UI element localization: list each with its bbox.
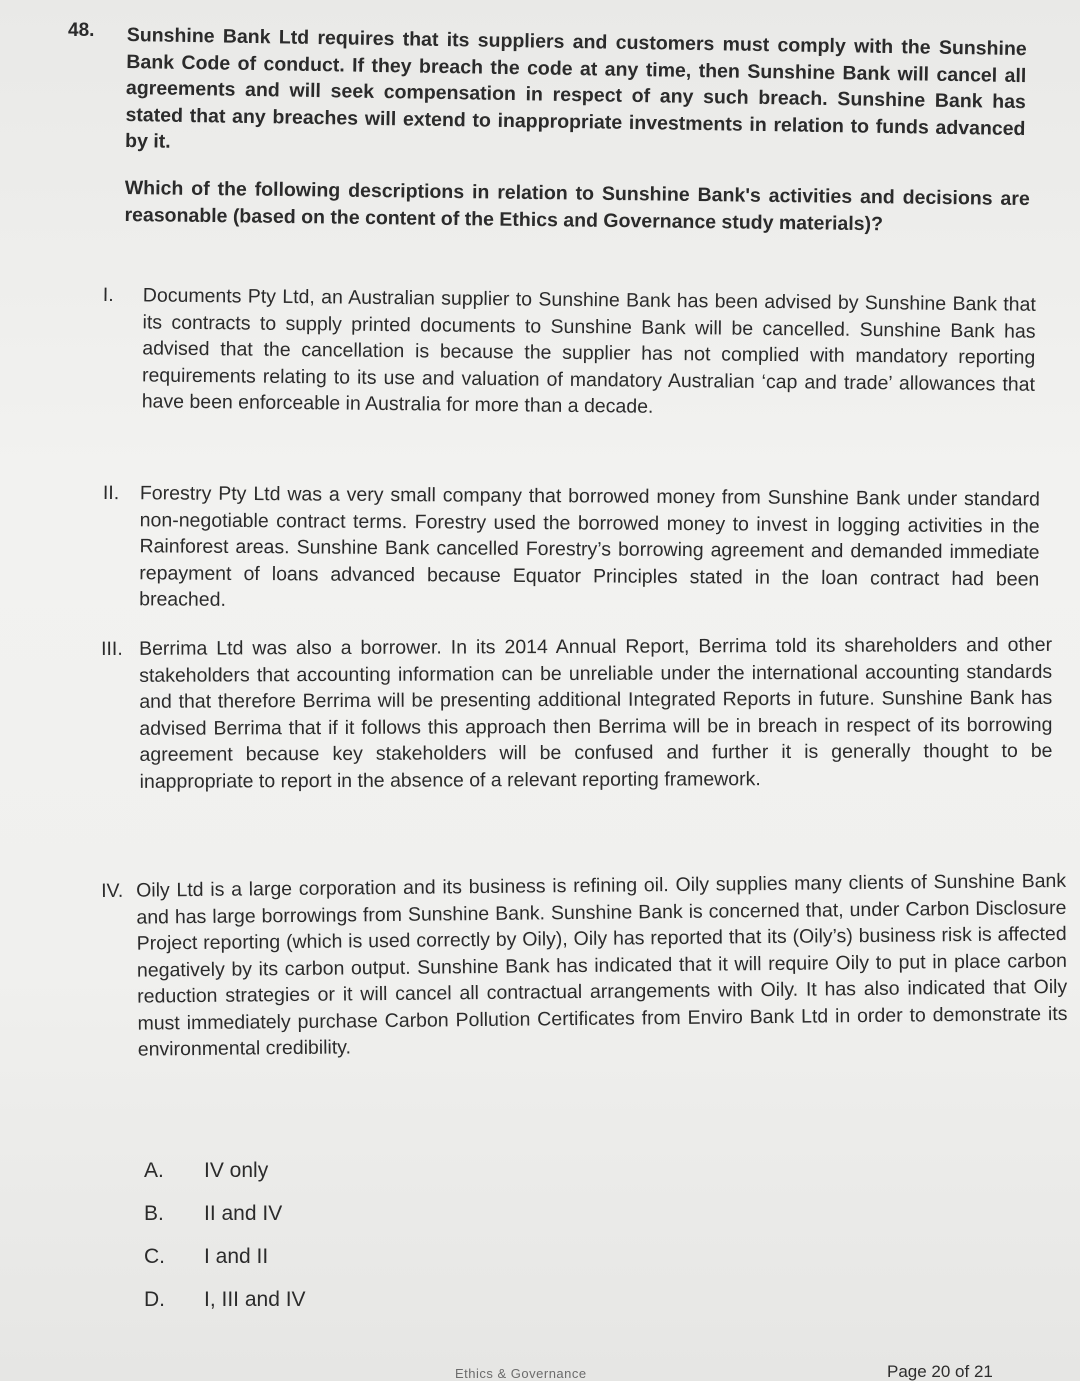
question-stem: Sunshine Bank Ltd requires that its suppliers and customers must comply with the Sunshine Bank Code of conduct. If they breach the code at any time, then Sunshine Bank will cancel all agreements and will seek compensation in respect of any such breach. Sunshine Bank has stated that any breaches will extend to inappropriate investments in relation to funds advanced by it.	[124, 23, 1027, 153]
option-c	[144, 1243, 444, 1286]
option-letter: C.	[144, 1245, 165, 1268]
option-a	[144, 1157, 444, 1200]
statement-numeral: IV.	[101, 879, 124, 902]
statement-text: Forestry Pty Ltd was a very small company that borrowed money from Sunshine Bank under standard non-negotiable contract terms. Forestry used the borrowed money to invest in logging activities in the Rainforest areas. Sunshine Bank cancelled Forestry’s borrowing agreement and demanded immediate repayment of loans advanced because Equator Principles stated in the loan contract had been breached.	[139, 482, 1040, 611]
question-number: 48.	[68, 20, 95, 41]
option-text: I and II	[204, 1245, 269, 1268]
option-letter: B.	[144, 1202, 164, 1225]
footer-course-name: Ethics & Governance	[455, 1366, 587, 1381]
statement-text: Documents Pty Ltd, an Australian supplier to Sunshine Bank has been advised by Sunshine Bank that its contracts to supply printed documents to Sunshine Bank will be cancelled. Sunshine Bank has advised that the cancellation is because the supplier has not complied with mandatory reporting requirements relating to its use and valuation of mandatory Australian ‘cap and trade’ allowances that have been enforceable in Australia for more than a decade.	[141, 284, 1036, 418]
footer-page-number: Page 20 of 21	[887, 1362, 993, 1381]
option-d	[144, 1286, 444, 1329]
option-letter: D.	[144, 1288, 165, 1311]
answer-options	[144, 1157, 444, 1329]
statement-numeral: I.	[102, 283, 114, 307]
option-text: II and IV	[204, 1202, 283, 1225]
question-prompt: Which of the following descriptions in relation to Sunshine Bank's activities and decisions are reasonable (based on the content of the Ethics and Governance study materials)?	[124, 176, 1030, 235]
statement-text: Berrima Ltd was also a borrower. In its 2014 Annual Report, Berrima told its shareholders and other stakeholders that accounting information can be unreliable under the international accounting standards and that therefore Berrima will be presenting additional Integrated Reports in future. Sunshine Bank has advised Berrima that if it follows this approach then Berrima will be in breach in respect of its borrowing agreement because key stakeholders will be confused and further it is generally thought to be inappropriate to report in the absence of a relevant reporting framework.	[139, 633, 1053, 793]
statement-text: Oily Ltd is a large corporation and its business is refining oil. Oily supplies many clients of Sunshine Bank and has large borrowings from Sunshine Bank. Sunshine Bank is concerned that, under Carbon Disclosure Project reporting (which is used correctly by Oily), Oily has reported that its (Oily’s) business risk is affected negatively by its carbon output. Sunshine Bank has indicated that it will require Oily to put in place carbon reduction strategies or it will cancel all contractual arrangements with Oily. It has also indicated that Oily must immediately purchase Carbon Pollution Certificates from Enviro Bank Ltd in order to demonstrate its environmental credibility.	[136, 869, 1068, 1061]
option-text: IV only	[204, 1159, 269, 1182]
option-b	[144, 1200, 444, 1243]
statement-numeral: III.	[101, 637, 123, 660]
option-text: I, III and IV	[204, 1288, 306, 1311]
option-letter: A.	[144, 1159, 164, 1182]
statement-numeral: II.	[102, 481, 120, 505]
